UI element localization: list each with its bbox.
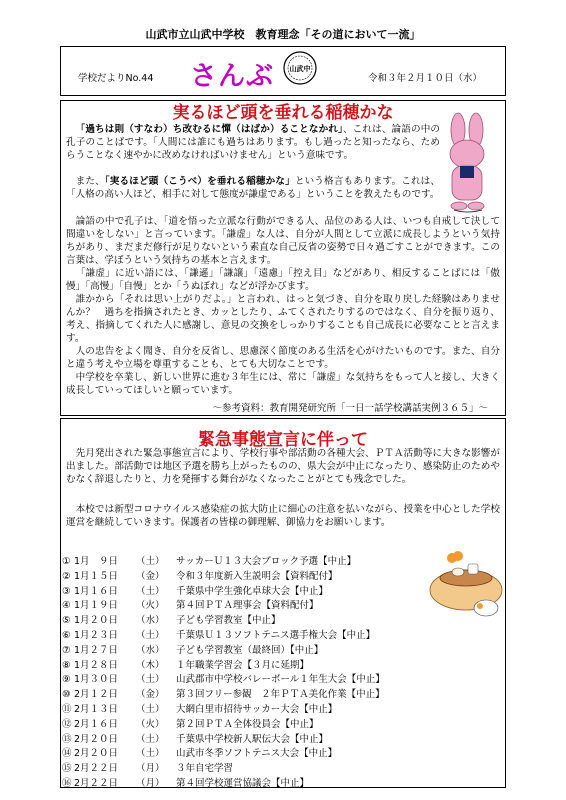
- event-weekday: （金）: [136, 689, 165, 701]
- event-item: [62, 704, 337, 716]
- event-weekday: （金）: [136, 570, 165, 582]
- s2-paragraph-1: 先月発出された緊急事態宣言により、学校行事や部活動の各種大会、ＰＴＡ活動等に大きな影響が出ました。部活動では地区予選を勝ち上がったものの、県大会が中止になったり、感染防止のためやむなく辞退したりと、力を発揮する舞台がなくなったことがとても残念でした。: [66, 448, 500, 485]
- event-weekday: （土）: [136, 585, 165, 597]
- event-text: 千葉県中学生強化卓球大会【中止】: [176, 585, 329, 597]
- s1-paragraph-1: [66, 124, 440, 163]
- event-weekday: （水）: [136, 615, 165, 627]
- event-number: ⑯: [62, 778, 72, 789]
- event-number: ⑨: [62, 674, 71, 686]
- event-weekday: （火）: [136, 718, 165, 730]
- event-item: [62, 689, 385, 701]
- newsletter-number: 学校だよりNo.44: [78, 73, 154, 84]
- event-text: 第２回ＰＴＡ全体役員会【中止】: [176, 718, 319, 730]
- event-item: [62, 674, 385, 686]
- event-date: 2月１２日: [74, 689, 119, 701]
- s2-paragraph-2: 本校では新型コロナウイルス感染症の拡大防止に細心の注意を払いながら、授業を中心とした学校運営を継続していきます。保護者の皆様の御理解、御協力をお願いします。: [66, 504, 500, 528]
- event-text: 千葉県中学校新人駅伝大会【中止】: [176, 733, 329, 745]
- event-item: [62, 748, 337, 760]
- s1-paragraph-3: 論語の中で孔子は、「道を悟った立派な行動ができる人、品位のある人は、いつも自戒して決して間違いをしない」と言っています。「謙虚」な人は、自分が人間として立派に成長しようという気持ちがあり、まだまだ修行が足りないという素直な自己反省の姿勢で日々過ごすことができます。この言葉は、学ぼうという気持ちの基本と言えます。: [66, 216, 500, 266]
- event-date: 1月 ９日: [74, 556, 119, 567]
- event-weekday: （火）: [136, 600, 165, 612]
- event-weekday: （土）: [136, 733, 165, 745]
- event-weekday: （土）: [136, 748, 165, 760]
- event-number: ①: [62, 556, 71, 567]
- kotatsu-cat-icon: [428, 528, 504, 624]
- event-item: [62, 660, 309, 672]
- event-date: 1月１５日: [74, 570, 119, 582]
- s1-paragraph-4: 「謙虚」に近い語には、「謙遜」「謙譲」「遠慮」「控え目」などがあり、相反することばには「傲慢」「高慢」「自慢」とか「うぬぼれ」などが浮かびます。: [66, 268, 500, 292]
- s1-p1-text: 、これは、論語の中の孔子のことばです。「人間には誰にも過ちはあります。もし過ったと知ったなら、ためらうことなく速やかに改めなければいけません」という意味です。: [66, 124, 441, 161]
- s1-paragraph-2: [66, 176, 440, 202]
- event-item: [62, 719, 319, 731]
- event-number: ⑬: [62, 733, 72, 745]
- event-weekday: （木）: [136, 659, 165, 671]
- event-item: [62, 763, 233, 775]
- newsletter-title: さんぶ: [190, 61, 274, 92]
- event-text: 大網白里市招待サッカー大会【中止】: [176, 704, 338, 715]
- event-number: ③: [62, 585, 71, 597]
- event-weekday: （土）: [136, 630, 165, 641]
- event-date: 2月２２日: [74, 763, 119, 775]
- event-weekday: （月）: [136, 778, 165, 789]
- event-number: ⑦: [62, 644, 71, 656]
- event-item: [62, 734, 328, 746]
- event-date: 2月２０日: [74, 733, 119, 745]
- event-date: 2月１６日: [74, 718, 119, 730]
- event-date: 1月２８日: [74, 659, 119, 671]
- event-weekday: （土）: [136, 674, 165, 686]
- event-weekday: （土）: [136, 556, 165, 567]
- event-date: 2月１３日: [74, 704, 119, 715]
- s1-quote-2: 「実るほど頭（こうべ）を垂れる稲穂かな」: [104, 176, 295, 187]
- event-date: 1月３０日: [74, 674, 119, 686]
- section1-heading: 実るほど頭を垂れる稲穂かな: [172, 103, 394, 123]
- event-date: 2月２２日: [74, 778, 119, 789]
- event-item: [62, 571, 338, 583]
- event-date: 2月２０日: [74, 748, 119, 760]
- event-date: 1月２３日: [74, 630, 119, 641]
- bowing-rabbit-mascot-icon: [432, 112, 504, 216]
- school-emblem-icon: [282, 50, 318, 86]
- event-weekday: （月）: [136, 763, 165, 775]
- event-date: 1月２０日: [74, 615, 119, 627]
- school-motto-line: 山武市立山武中学校 教育理念「その道において一流」: [145, 28, 421, 41]
- event-text: 子ども学習教室【中止】: [176, 615, 281, 627]
- event-number: ⑧: [62, 659, 71, 671]
- event-number: ⑭: [62, 748, 72, 760]
- s1-p2-text: という格言もあります。これは、「人格の高い人ほど、相手に対して態度が謙虚である」ということを教えたものです。: [66, 176, 441, 200]
- event-text: 第３回フリー参観 ２年ＰＴＡ美化作業【中止】: [176, 689, 385, 701]
- issue-date: 令和３年２月１０日（水）: [368, 73, 483, 84]
- event-text: 子ども学習教室（最終回）【中止】: [176, 644, 324, 656]
- section2-heading: 緊急事態宣言に伴って: [198, 430, 368, 450]
- event-date: 1月１９日: [74, 600, 119, 612]
- event-item: [62, 586, 328, 598]
- event-number: ⑮: [62, 763, 72, 775]
- event-text: 山武市冬季ソフトテニス大会【中止】: [176, 748, 338, 760]
- event-weekday: （土）: [136, 704, 165, 715]
- emblem-text: 山武中: [289, 65, 311, 73]
- event-number: ④: [62, 600, 71, 612]
- event-text: サッカーＵ１３大会ブロック予選【中止】: [176, 556, 357, 567]
- event-text: 千葉県Ｕ１３ソフトテニス選手権大会【中止】: [176, 630, 376, 641]
- reference-note: ～参考資料：教育開発研究所「一日一話学校講話実例３６５」～: [212, 403, 488, 414]
- event-number: ⑪: [62, 704, 72, 715]
- event-item: [62, 630, 375, 642]
- event-text: 第４回ＰＴＡ理事会【資料配付】: [176, 600, 319, 612]
- event-item: [62, 600, 319, 612]
- s1-paragraph-5: 誰かから「それは思い上がりだよ。」と言われ、はっと気づき、自分を取り戻した経験はありませんか？ 過ちを指摘されたとき、カッとしたり、ふてくされたりするのではなく、自分を振り返り、考え、指摘してくれた人に感謝し、意見の交換をしっかりすることも自己成長に必要なことと言えます。: [66, 294, 500, 344]
- event-number: ⑤: [62, 615, 71, 627]
- event-date: 1月２７日: [74, 644, 119, 656]
- event-text: ３年自宅学習: [176, 763, 234, 775]
- s1-paragraph-7: 中学校を卒業し、新しい世界に進む３年生には、常に「謙虚」な気持ちをもって人と接し、大きく成長していってほしいと願っています。: [66, 372, 500, 396]
- event-number: ⑩: [62, 689, 71, 701]
- event-number: ②: [62, 570, 71, 582]
- event-text: 令和３年度新入生説明会【資料配付】: [176, 570, 338, 582]
- event-item: [62, 778, 309, 790]
- s1-p2-pre: また、: [75, 176, 105, 187]
- event-date: 1月１６日: [74, 585, 119, 597]
- event-number: ⑥: [62, 630, 71, 641]
- event-item: [62, 645, 323, 657]
- event-text: 第４回学校運営協議会【中止】: [176, 778, 310, 789]
- event-text: １年職業学習会【３月に延期】: [176, 659, 310, 671]
- event-item: [62, 615, 281, 627]
- event-weekday: （水）: [136, 644, 165, 656]
- s1-quote-1: 「過ちは則（すなわ）ち改むるに憚（はばか）ることなかれ」: [75, 124, 343, 135]
- s1-paragraph-6: 人の忠告をよく聞き、自分を反省し、思慮深く節度のある生活を心がけたいものです。また、自分と違う考えや立場を尊重することも、とても大切なことです。: [66, 346, 500, 370]
- event-item: [62, 556, 356, 568]
- event-text: 山武郡市中学校バレーボール１年生大会【中止】: [176, 674, 385, 686]
- event-number: ⑫: [62, 718, 72, 730]
